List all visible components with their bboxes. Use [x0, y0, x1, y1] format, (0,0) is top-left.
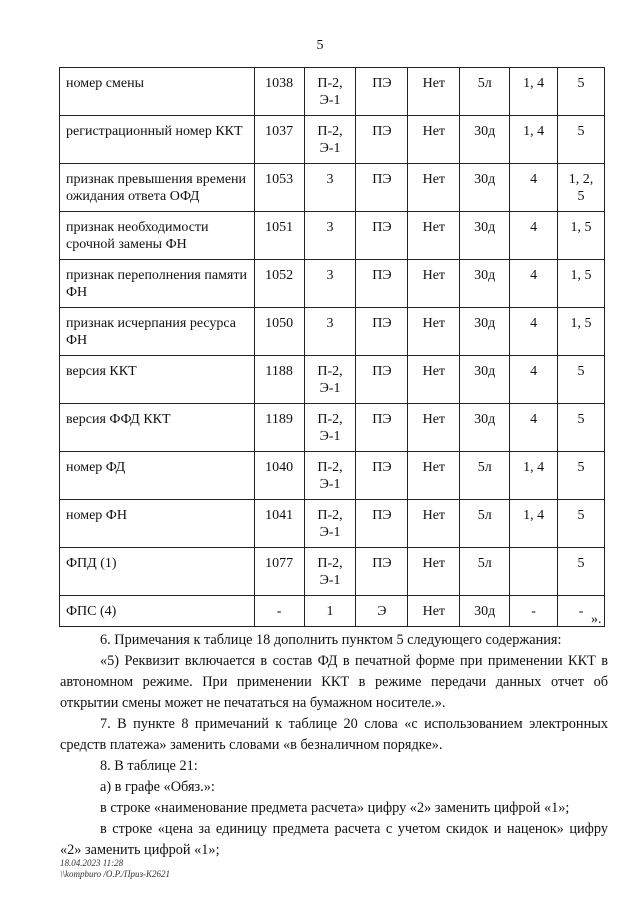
cell-tag: 1189	[254, 404, 304, 452]
paragraph: в строке «наименование предмета расчета» цифру «2» заменить цифрой «1»;	[100, 800, 570, 816]
cell-tag: 1040	[254, 452, 304, 500]
cell-name: версия ККТ	[60, 356, 255, 404]
cell-note: 5	[558, 452, 605, 500]
cell-type: ПЭ	[356, 452, 408, 500]
cell-type: ПЭ	[356, 164, 408, 212]
cell-type: ПЭ	[356, 116, 408, 164]
cell-mandatory: Нет	[408, 212, 460, 260]
cell-form: 3	[304, 164, 356, 212]
cell-cond: -	[510, 596, 558, 627]
cell-cond: 4	[510, 404, 558, 452]
cell-type: Э	[356, 596, 408, 627]
cell-type: ПЭ	[356, 548, 408, 596]
cell-cond: 1, 4	[510, 452, 558, 500]
cell-mandatory: Нет	[408, 164, 460, 212]
cell-period: 30д	[460, 596, 510, 627]
cell-tag: -	[254, 596, 304, 627]
cell-type: ПЭ	[356, 500, 408, 548]
table-row	[60, 356, 605, 404]
cell-note: 5	[558, 356, 605, 404]
cell-form: П-2, Э-1	[304, 500, 356, 548]
cell-note: 1, 2, 5	[558, 164, 605, 212]
cell-mandatory: Нет	[408, 68, 460, 116]
cell-mandatory: Нет	[408, 308, 460, 356]
cell-name: ФПД (1)	[60, 548, 255, 596]
cell-cond: 4	[510, 164, 558, 212]
cell-period: 30д	[460, 116, 510, 164]
cell-tag: 1050	[254, 308, 304, 356]
amendment-text	[60, 630, 608, 861]
cell-tag: 1052	[254, 260, 304, 308]
cell-note: 1, 5	[558, 260, 605, 308]
cell-tag: 1041	[254, 500, 304, 548]
table-row	[60, 212, 605, 260]
cell-tag: 1077	[254, 548, 304, 596]
footer-stamp	[60, 858, 170, 880]
cell-tag: 1038	[254, 68, 304, 116]
cell-cond: 1, 4	[510, 500, 558, 548]
cell-note: 5	[558, 500, 605, 548]
cell-note: 1, 5	[558, 308, 605, 356]
cell-note: 1, 5	[558, 212, 605, 260]
cell-form: П-2, Э-1	[304, 68, 356, 116]
cell-period: 30д	[460, 404, 510, 452]
cell-cond: 4	[510, 260, 558, 308]
cell-note: -	[558, 596, 605, 627]
cell-type: ПЭ	[356, 308, 408, 356]
cell-name: признак исчерпания ресурса ФН	[60, 308, 255, 356]
paragraph: в строке «цена за единицу предмета расчета с учетом скидок и наценок» цифру «2» заменить цифрой «1»;	[60, 821, 608, 858]
paragraph: а) в графе «Обяз.»:	[100, 779, 215, 795]
cell-mandatory: Нет	[408, 500, 460, 548]
cell-form: П-2, Э-1	[304, 116, 356, 164]
table-row	[60, 308, 605, 356]
cell-note: 5	[558, 548, 605, 596]
cell-note: 5	[558, 68, 605, 116]
cell-name: регистрационный номер ККТ	[60, 116, 255, 164]
table-row	[60, 452, 605, 500]
cell-name: ФПС (4)	[60, 596, 255, 627]
cell-type: ПЭ	[356, 404, 408, 452]
cell-form: 3	[304, 260, 356, 308]
cell-name: признак превышения времени ожидания ответа ОФД	[60, 164, 255, 212]
paragraph: «5) Реквизит включается в состав ФД в печатной форме при применении ККТ в автономном режиме. При применении ККТ в режиме передачи данных отчет об открытии смены может не печататься на бумажном носителе.».	[60, 653, 608, 711]
cell-note: 5	[558, 116, 605, 164]
cell-mandatory: Нет	[408, 116, 460, 164]
cell-type: ПЭ	[356, 260, 408, 308]
cell-name: признак необходимости срочной замены ФН	[60, 212, 255, 260]
paragraph: 7. В пункте 8 примечаний к таблице 20 слова «с использованием электронных средств платежа» заменить словами «в безналичном порядке».	[60, 716, 608, 753]
cell-form: П-2, Э-1	[304, 548, 356, 596]
table-row	[60, 260, 605, 308]
cell-cond: 1, 4	[510, 116, 558, 164]
paragraph: 6. Примечания к таблице 18 дополнить пунктом 5 следующего содержания:	[100, 632, 562, 648]
cell-period: 5л	[460, 452, 510, 500]
table-row	[60, 164, 605, 212]
cell-period: 5л	[460, 548, 510, 596]
cell-form: П-2, Э-1	[304, 356, 356, 404]
cell-cond: 4	[510, 308, 558, 356]
cell-name: номер ФД	[60, 452, 255, 500]
cell-period: 30д	[460, 308, 510, 356]
cell-form: П-2, Э-1	[304, 404, 356, 452]
cell-name: версия ФФД ККТ	[60, 404, 255, 452]
cell-cond: 1, 4	[510, 68, 558, 116]
table-row	[60, 404, 605, 452]
table-row	[60, 116, 605, 164]
closing-quote: ».	[591, 612, 602, 627]
cell-mandatory: Нет	[408, 356, 460, 404]
cell-mandatory: Нет	[408, 452, 460, 500]
paragraph: 8. В таблице 21:	[100, 758, 198, 774]
cell-type: ПЭ	[356, 356, 408, 404]
cell-form: 1	[304, 596, 356, 627]
footer-path: \\kompburo /О.Р./Приз-К2621	[60, 869, 170, 879]
cell-period: 30д	[460, 260, 510, 308]
table-row	[60, 500, 605, 548]
cell-form: П-2, Э-1	[304, 452, 356, 500]
cell-cond	[510, 548, 558, 596]
cell-type: ПЭ	[356, 68, 408, 116]
cell-mandatory: Нет	[408, 548, 460, 596]
cell-note: 5	[558, 404, 605, 452]
table-row	[60, 68, 605, 116]
page-number: 5	[316, 38, 324, 53]
cell-cond: 4	[510, 212, 558, 260]
cell-period: 30д	[460, 212, 510, 260]
cell-form: 3	[304, 308, 356, 356]
cell-period: 5л	[460, 500, 510, 548]
cell-cond: 4	[510, 356, 558, 404]
footer-date: 18.04.2023 11:28	[60, 858, 124, 868]
cell-mandatory: Нет	[408, 596, 460, 627]
requisites-table-body	[60, 68, 605, 627]
requisites-table	[59, 67, 605, 627]
cell-tag: 1037	[254, 116, 304, 164]
cell-type: ПЭ	[356, 212, 408, 260]
cell-name: признак переполнения памяти ФН	[60, 260, 255, 308]
cell-period: 30д	[460, 356, 510, 404]
cell-period: 5л	[460, 68, 510, 116]
cell-mandatory: Нет	[408, 260, 460, 308]
cell-mandatory: Нет	[408, 404, 460, 452]
cell-tag: 1051	[254, 212, 304, 260]
cell-tag: 1053	[254, 164, 304, 212]
table-row	[60, 548, 605, 596]
table-row	[60, 596, 605, 627]
cell-name: номер смены	[60, 68, 255, 116]
cell-period: 30д	[460, 164, 510, 212]
cell-tag: 1188	[254, 356, 304, 404]
cell-form: 3	[304, 212, 356, 260]
cell-name: номер ФН	[60, 500, 255, 548]
